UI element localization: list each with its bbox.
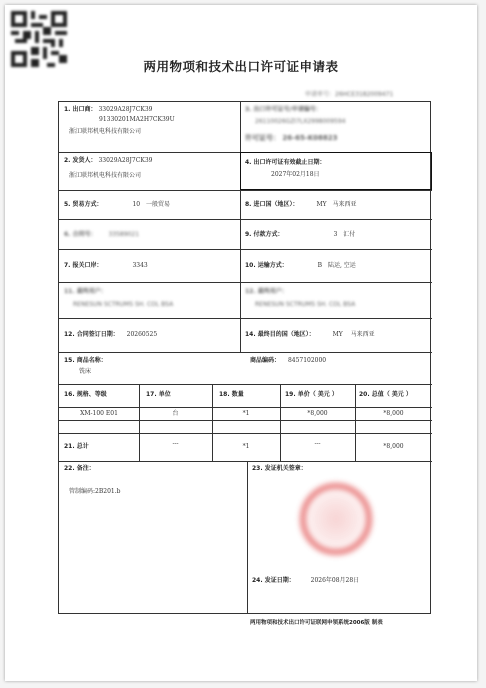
col-qty-header: 18. 数量 [219, 391, 244, 398]
trade-mode-code: 10 [132, 201, 141, 208]
total-unit: --- [172, 440, 179, 447]
payment-label: 9. 付款方式： [245, 231, 284, 238]
goods-code-value: 8457102000 [287, 357, 327, 364]
consignee-label: 12. 最终用户： [245, 288, 288, 295]
row-total: *8,000 [383, 410, 404, 417]
payment-field [245, 231, 355, 239]
issue-date-value: 2026年08月28日 [310, 577, 360, 584]
destination-value: 马来西亚 [350, 331, 375, 338]
goods-name-value: 铣床 [79, 368, 92, 375]
total-qty: *1 [242, 443, 250, 450]
document-page [5, 5, 477, 681]
exporter-field [64, 106, 152, 114]
contract-no-field [64, 231, 139, 239]
import-country-label: 8. 进口国（地区）： [245, 201, 299, 208]
import-country-field [245, 201, 357, 209]
consignee-value: RENESUN SCTRUMS SH. COL BSA [255, 301, 356, 308]
import-country-value: 马来西亚 [332, 201, 357, 208]
import-country-code: MY [316, 201, 327, 208]
goods-code-label: 商品编码： [250, 357, 281, 364]
destination-label: 14. 最终目的国（地区）： [245, 331, 315, 338]
col-unit-header: 17. 单位 [146, 391, 171, 398]
license-no-line1: 26110026GZI7LX2998009594 [255, 118, 346, 125]
port-field [64, 262, 148, 270]
trade-mode-field [64, 201, 170, 209]
exporter-credit-code: 91330201MA2H7CK39U [99, 116, 175, 123]
transport-field [245, 262, 356, 270]
validity-value: 2027年02月18日 [271, 171, 320, 178]
end-user-label: 11. 最终用户： [64, 288, 107, 295]
goods-name-label: 15. 商品名称： [64, 357, 107, 364]
validity-label: 4. 出口许可证有效截止日期： [245, 159, 326, 166]
consignor-code: 33029A28J7CK39 [98, 157, 153, 164]
issue-date-label: 24. 发证日期： [252, 577, 295, 584]
contract-date-value: 20260525 [126, 331, 158, 338]
row-price: *8,000 [307, 410, 328, 417]
transport-value: 陆运, 空运 [327, 262, 356, 269]
total-value: *8,000 [383, 443, 404, 450]
transport-code: B [317, 262, 323, 269]
application-number: 申请单号：26HCE3182009471 [305, 91, 394, 98]
payment-code: 3 [333, 231, 338, 238]
port-value: 3343 [132, 262, 148, 269]
destination-field [245, 331, 375, 339]
row-unit: 台 [172, 410, 179, 417]
end-user-value: RENESUN SCTRUMS SH. COL BSA [73, 301, 174, 308]
remarks-label: 22. 备注： [64, 465, 95, 472]
port-label: 7. 报关口岸： [64, 262, 103, 269]
exporter-label: 1. 出口商： [64, 106, 97, 113]
consignor-label: 2. 发货人： [64, 157, 97, 164]
trade-mode-value: 一般贸易 [146, 201, 171, 208]
total-price: --- [314, 440, 321, 447]
goods-code-field [250, 357, 326, 365]
destination-code: MY [332, 331, 343, 338]
contract-date-label: 12. 合同签订日期： [64, 331, 119, 338]
remarks-value: 管制编码:2B201.b [69, 488, 121, 495]
exporter-name: 浙江联邦机电科技有限公司 [69, 128, 142, 135]
form-title: 两用物项和技术出口许可证申请表 [143, 59, 339, 74]
col-total-header: 20. 总值（ 美元 ） [359, 391, 412, 398]
license-no-line2: 许可证号： 26-65-K08823 [245, 134, 338, 142]
license-no-label: 3. 出口许可证号/申请编号： [245, 106, 322, 113]
official-seal [300, 483, 372, 555]
contract-date-field [64, 331, 157, 339]
contract-no-value: 33589021 [108, 231, 140, 238]
authority-label: 23. 发证机关签章： [252, 465, 307, 472]
transport-label: 10. 运输方式： [245, 262, 288, 269]
consignor-field [64, 157, 152, 165]
payment-value: 汇付 [343, 231, 356, 238]
form-grid [58, 101, 431, 614]
row-qty: *1 [242, 410, 250, 417]
consignor-name: 浙江联邦机电科技有限公司 [69, 172, 142, 179]
total-label: 21. 总计 [64, 443, 89, 450]
col-spec-header: 16. 规格、等级 [64, 391, 107, 398]
row-spec: XM-100 E01 [80, 410, 118, 417]
exporter-code: 33029A28J7CK39 [98, 106, 153, 113]
col-price-header: 19. 单价（ 美元 ） [285, 391, 338, 398]
issue-date-field [252, 577, 359, 585]
trade-mode-label: 5. 贸易方式： [64, 201, 103, 208]
footer-note: 两用物项和技术出口许可证联网申领系统2006版 制表 [250, 620, 383, 626]
contract-no-label: 6. 合同号： [64, 231, 97, 238]
